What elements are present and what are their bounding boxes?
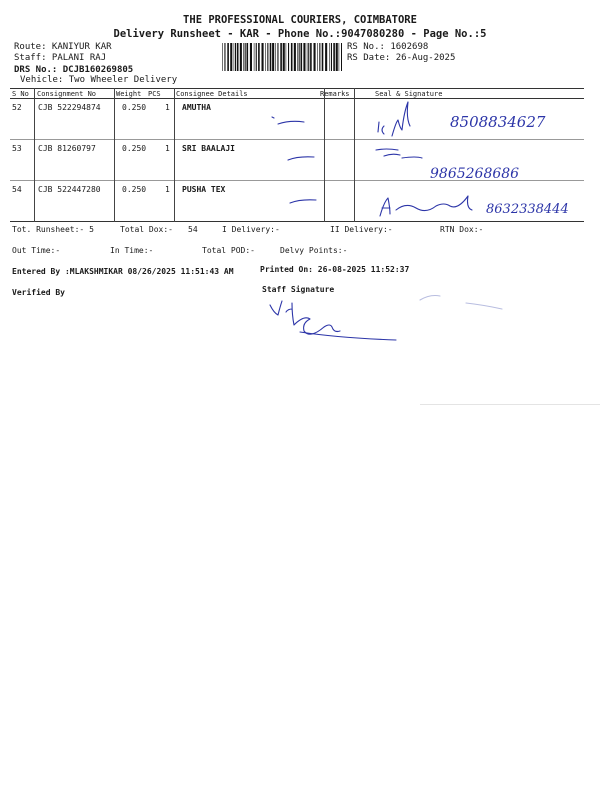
row-sno: 54 xyxy=(12,185,22,194)
out-time: Out Time:- xyxy=(12,246,61,255)
i-delivery: I Delivery:- xyxy=(222,225,280,234)
col-header-consignment: Consignment No xyxy=(37,90,97,98)
row-consignment: CJB 522294874 xyxy=(38,103,101,112)
col-header-sno: S No xyxy=(12,90,29,98)
col-header-pcs: PCS xyxy=(148,90,161,98)
handwritten-phone-row2: 9865268686 xyxy=(430,166,520,182)
runsheet-title: Delivery Runsheet - KAR - Phone No.:9047080280 - Page No.:5 xyxy=(113,28,487,40)
col-header-seal: Seal & Signature xyxy=(375,90,443,98)
row-pcs: 1 xyxy=(165,144,170,153)
handwritten-phone-row3: 8632338444 xyxy=(486,202,569,217)
total-dox-value: 54 xyxy=(188,225,198,234)
scan-artifact xyxy=(420,404,600,405)
row-sno: 53 xyxy=(12,144,22,153)
entered-by: Entered By :MLAKSHMIKAR 08/26/2025 11:51:43 AM xyxy=(12,267,234,276)
faint-mark xyxy=(466,303,502,309)
rtn-dox: RTN Dox:- xyxy=(440,225,484,234)
total-pod: Total POD:- xyxy=(202,246,255,255)
col-header-consignee: Consignee Details xyxy=(176,90,248,98)
staff-signature xyxy=(270,301,340,334)
handwritten-phone-row1: 8508834627 xyxy=(450,113,546,131)
row-consignee: PUSHA TEX xyxy=(182,185,226,194)
row-pcs: 1 xyxy=(165,103,170,112)
signature-row2 xyxy=(376,149,422,158)
row-consignment: CJB 522447280 xyxy=(38,185,101,194)
total-dox-label: Total Dox:- xyxy=(120,225,173,234)
row-weight: 0.250 xyxy=(122,103,147,112)
pen-tick-mark xyxy=(290,200,316,203)
verified-by: Verified By xyxy=(12,288,65,297)
col-header-remarks: Remarks xyxy=(320,90,350,98)
route-label: Route: KANIYUR KAR xyxy=(14,42,112,52)
rs-date: RS Date: 26-Aug-2025 xyxy=(347,53,456,63)
printed-on: Printed On: 26-08-2025 11:52:37 xyxy=(260,265,410,274)
drs-label: DRS No.: DCJB160269805 xyxy=(14,65,134,75)
ii-delivery: II Delivery:- xyxy=(330,225,393,234)
vehicle-label: Vehicle: Two Wheeler Delivery xyxy=(20,75,178,85)
delvy-points: Delvy Points:- xyxy=(280,246,348,255)
signature-row1 xyxy=(378,102,410,136)
rs-number: RS No.: 1602698 xyxy=(347,42,429,52)
signature-row3 xyxy=(380,196,472,216)
col-header-weight: Weight xyxy=(116,90,142,98)
row-sno: 52 xyxy=(12,103,22,112)
faint-mark xyxy=(420,296,440,301)
row-weight: 0.250 xyxy=(122,144,147,153)
pen-tick-mark xyxy=(288,157,314,160)
row-weight: 0.250 xyxy=(122,185,147,194)
row-consignment: CJB 81260797 xyxy=(38,144,96,153)
staff-label: Staff: PALANI RAJ xyxy=(14,53,107,63)
row-pcs: 1 xyxy=(165,185,170,194)
in-time: In Time:- xyxy=(110,246,154,255)
tot-runsheet: Tot. Runsheet:- 5 xyxy=(12,225,94,234)
company-title: THE PROFESSIONAL COURIERS, COIMBATORE xyxy=(183,14,417,26)
row-consignee: AMUTHA xyxy=(182,103,211,112)
staff-signature-label: Staff Signature xyxy=(262,285,335,294)
pen-tick-mark xyxy=(272,117,274,118)
pen-tick-mark xyxy=(278,121,304,124)
row-consignee: SRI BAALAJI xyxy=(182,144,235,153)
